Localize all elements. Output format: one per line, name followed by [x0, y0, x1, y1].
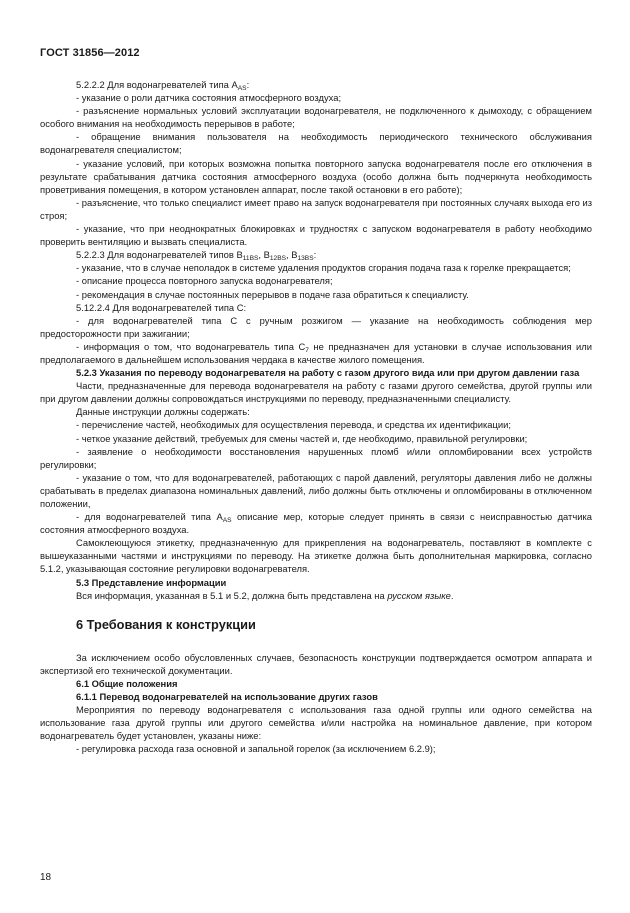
clause-6-1-1-heading: 6.1.1 Перевод водонагревателей на использование других газов [76, 691, 378, 703]
list-item: - разъяснение нормальных условий эксплуатации водонагревателя, не подключенного к дымоходу, с обращением особого внимания на необходимость перерывов в работе; [40, 105, 592, 130]
list-item: - описание процесса повторного запуска водонагревателя; [76, 275, 333, 287]
paragraph: Самоклеющуюся этикетку, предназначенную для прикрепления на водонагреватель, поставляют в комплекте с вышеуказанными частями и инструкциями по переводу. На этикетке должна быть дополнительная маркировка, согласно 5.1.2, указывающая состояние регулировки водонагревателя. [40, 537, 592, 575]
list-item: - указание, что в случае неполадок в системе удаления продуктов сгорания подача газа к горелке прекращается; [76, 262, 571, 274]
page-number: 18 [40, 872, 52, 883]
page-body [40, 78, 592, 756]
list-item: - заявление о необходимости восстановления нарушенных пломб и/или опломбировании всех устройств регулировки; [40, 445, 592, 470]
list-item: - для водонагревателей типа $A_{AS}$ описание мер, которые следует принять в связи с неисправностью датчика состояния атмосферного воздуха. [40, 511, 592, 536]
list-item: - указание условий, при которых возможна попытка повторного запуска водонагревателя после его отключения в результате срабатывания датчика состояния атмосферного воздуха (особо должна быть подчеркнута необходимость проветривания помещения, в котором установлен аппарат, после такой остановки в его работе); [40, 157, 592, 195]
list-item: - указание о том, что для водонагревателей, работающих с парой давлений, регуляторы давления либо не должны срабатывать в пределах диапазона номинальных давлений, либо должны быть отключены и опломбированы в отключенном положении, [40, 471, 592, 509]
list-item: - информация о том, что водонагреватель типа $C_7$ не предназначен для установки в случае использования или предполагаемого в дальнейшем использования чердака в качестве жилого помещения. [40, 340, 593, 365]
paragraph: Вся информация, указанная в 5.1 и 5.2, должна быть представлена на русском языке. [76, 589, 454, 601]
paragraph: Данные инструкции должны содержать: [76, 406, 250, 418]
list-item: - перечисление частей, необходимых для осуществления перевода, и средства их идентификации; [76, 419, 511, 431]
clause-5-2-2-3-title: 5.2.2.3 Для водонагревателей типов $B_{11BS}$, $B_{12BS}$, $B_{13BS}$: [76, 249, 317, 263]
clause-5-2-3-heading: 5.2.3 Указания по переводу водонагревателя на работу с газом другого вида или при другом давлении газа [76, 367, 580, 379]
clause-6-1-heading: 6.1 Общие положения [76, 677, 178, 689]
list-item: - обращение внимания пользователя на необходимость периодического технического обслуживания водонагревателя специалистом; [40, 131, 592, 156]
clause-5-2-2-2-title: 5.2.2.2 Для водонагревателей типа $A_{AS}$: [76, 79, 250, 92]
list-item: - разъяснение, что только специалист имеет право на запуск водонагревателя при постоянных случаях выхода его из строя; [40, 196, 592, 221]
running-header: ГОСТ 31856—2012 [40, 47, 140, 59]
list-item: - рекомендация в случае постоянных перерывов в подаче газа обратиться к специалисту. [76, 288, 469, 300]
list-item: - четкое указание действий, требуемых для смены частей и, где необходимо, правильной регулировки; [76, 432, 528, 444]
paragraph: За исключением особо обусловленных случаев, безопасность конструкции подтверждается осмотром аппарата и экспертизой его технической документации. [40, 651, 592, 676]
list-item: - для водонагревателей типа C с ручным розжигом — указание на необходимость соблюдения мер предосторожности при зажигании; [40, 314, 592, 339]
paragraph: Части, предназначенные для перевода водонагревателя на работу с газами другого семейства, другой группы или при другом давлении должны сопровождаться инструкциями по переводу, предназначенными специалисту. [40, 380, 592, 405]
list-item: - регулировка расхода газа основной и запальной горелок (за исключением 6.2.9); [76, 743, 436, 755]
paragraph: Мероприятия по переводу водонагревателя с использования газа одной группы или одного семейства на использование газа другой группы или другого семейства и/или настройка на номинальное давление, при котором водонагреватель будет установлен, указаны ниже: [40, 704, 592, 742]
list-item: - указание, что при неоднократных блокировках и трудностях с запуском водонагревателя в работу необходимо проверить вентиляцию и вызвать специалиста. [40, 223, 592, 248]
list-item: - указание о роли датчика состояния атмосферного воздуха; [76, 92, 342, 104]
section-6-title: 6 Требования к конструкции [76, 616, 256, 632]
clause-5-12-2-4-title: 5.12.2.4 Для водонагревателей типа C: [76, 301, 247, 313]
clause-5-3-heading: 5.3 Представление информации [76, 576, 227, 588]
